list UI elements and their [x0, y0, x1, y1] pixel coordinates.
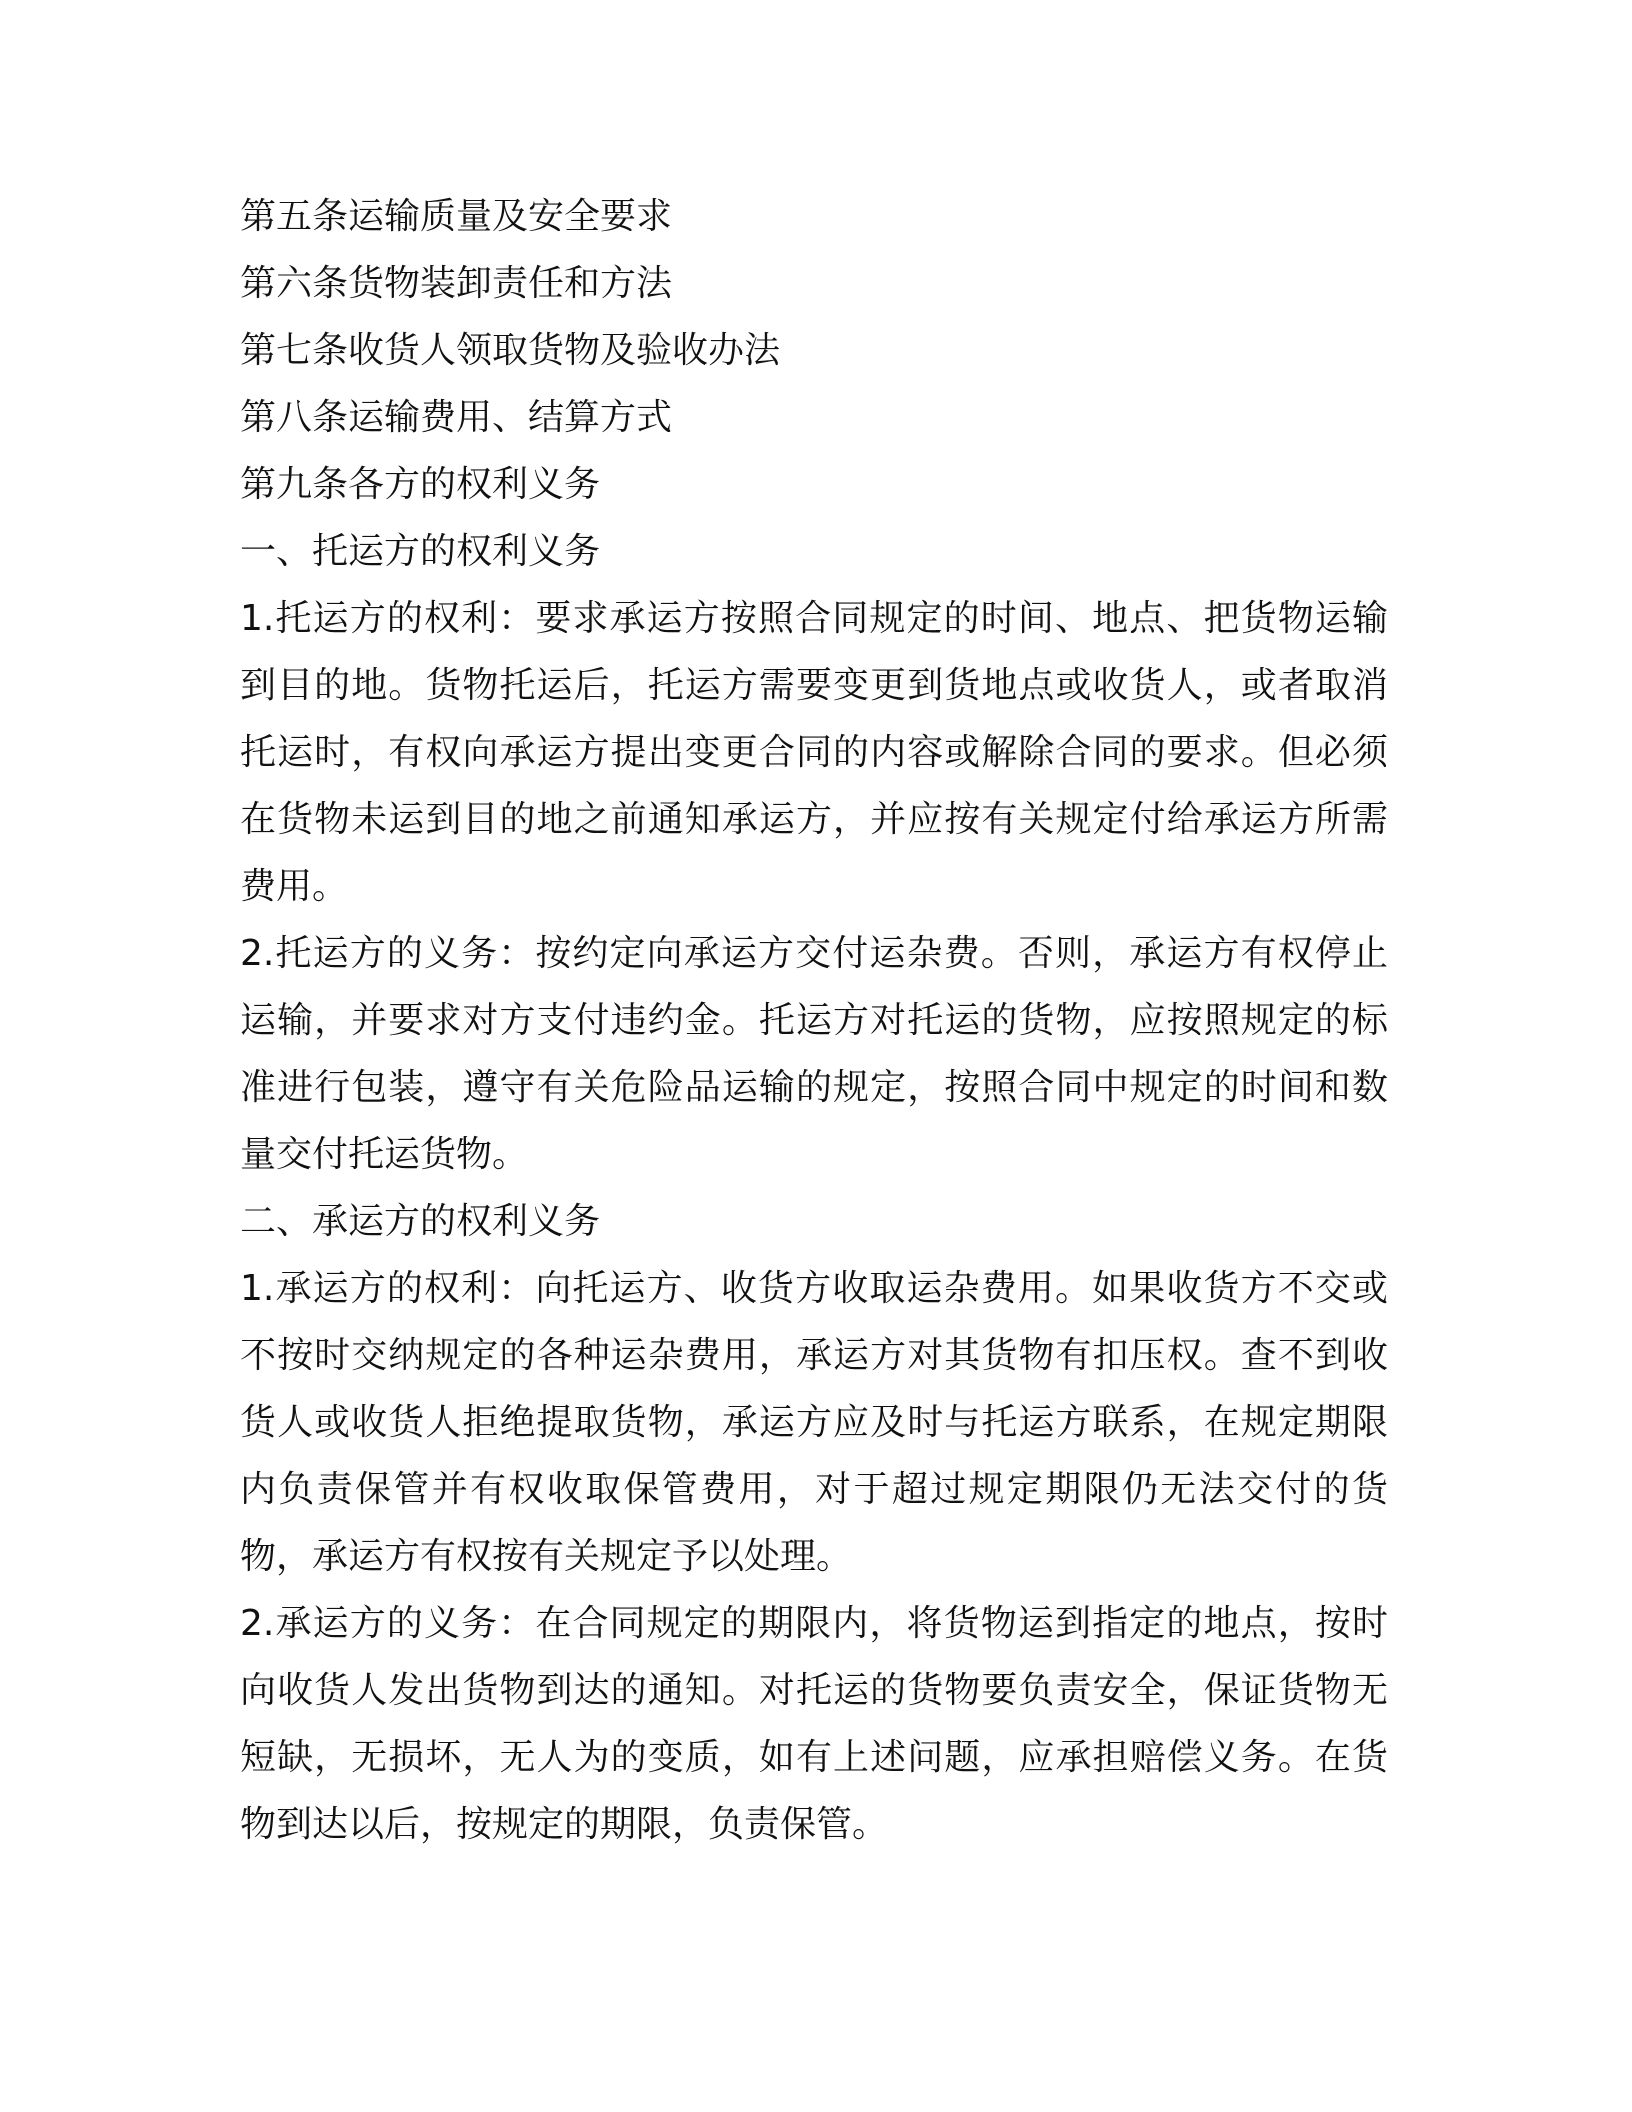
heading-article-5: 第五条运输质量及安全要求	[240, 196, 673, 237]
carrier-obligations-paragraph: 2.承运方的义务：在合同规定的期限内，将货物运到指定的地点，按时向收货人发出货物到达的通知。对托运的货物要负责安全，保证货物无短缺，无损坏，无人为的变质，如有上述问题，应承担赔偿义务。在货物到达以后，按规定的期限，负责保管。	[240, 1603, 1388, 1845]
heading-article-9: 第九条各方的权利义务	[240, 464, 601, 505]
carrier-rights-paragraph: 1.承运方的权利：向托运方、收货方收取运杂费用。如果收货方不交或不按时交纳规定的各种运杂费用，承运方对其货物有扣压权。查不到收货人或收货人拒绝提取货物，承运方应及时与托运方联系，在规定期限内负责保管并有权收取保管费用，对于超过规定期限仍无法交付的货物，承运方有权按有关规定予以处理。	[240, 1268, 1388, 1577]
shipper-obligations-paragraph: 2.托运方的义务：按约定向承运方交付运杂费。否则，承运方有权停止运输，并要求对方支付违约金。托运方对托运的货物，应按照规定的标准进行包装，遵守有关危险品运输的规定，按照合同中规定的时间和数量交付托运货物。	[240, 933, 1388, 1175]
section-shipper-title: 一、托运方的权利义务	[240, 531, 601, 572]
section-carrier-title: 二、承运方的权利义务	[240, 1201, 601, 1242]
heading-article-7: 第七条收货人领取货物及验收办法	[240, 330, 781, 371]
shipper-rights-paragraph: 1.托运方的权利：要求承运方按照合同规定的时间、地点、把货物运输到目的地。货物托运后，托运方需要变更到货地点或收货人，或者取消托运时，有权向承运方提出变更合同的内容或解除合同的要求。但必须在货物未运到目的地之前通知承运方，并应按有关规定付给承运方所需费用。	[240, 598, 1388, 907]
heading-article-8: 第八条运输费用、结算方式	[240, 397, 673, 438]
heading-article-6: 第六条货物装卸责任和方法	[240, 263, 673, 304]
document-body	[240, 183, 1388, 1858]
